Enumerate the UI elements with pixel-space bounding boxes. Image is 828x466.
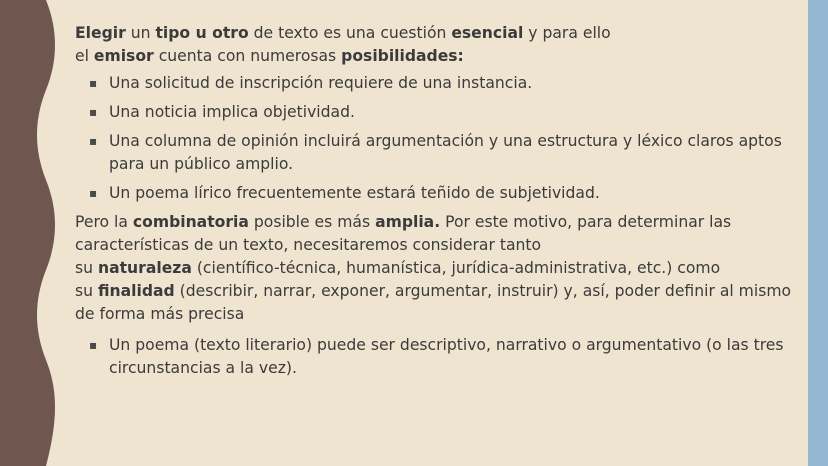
- bold-text: amplia.: [375, 213, 441, 231]
- para2-line-2: [75, 257, 805, 280]
- bullet-list-examples: [75, 72, 805, 205]
- list-item: ▪ Un poema (texto literario) puede ser descriptivo, narrativo o argumentativo (o las tres circunstancias a la vez).: [89, 336, 784, 377]
- left-wavy-band: [0, 0, 60, 466]
- list-item: ▪ Un poema lírico frecuentemente estará teñido de subjetividad.: [75, 182, 805, 205]
- text-run: (describir, narrar, exponer, argumentar, instruir) y, así, poder definir al mismo de forma más precisa: [75, 282, 792, 323]
- bullet-marker: ▪: [89, 338, 98, 352]
- bold-text: posibilidades:: [341, 47, 464, 65]
- bold-text: Elegir: [75, 24, 126, 42]
- bold-text: finalidad: [97, 282, 175, 300]
- bold-text: esencial: [451, 24, 524, 42]
- text-run: cuenta con numerosas: [153, 47, 342, 65]
- text-run: Por este motivo, para determinar las características de un texto, necesitaremos considerar tanto: [75, 213, 732, 254]
- bullet-marker: ▪: [89, 134, 98, 148]
- list-item: ▪ Una noticia implica objetividad.: [75, 101, 805, 124]
- intro-line-1: [75, 22, 805, 45]
- text-run: posible es más: [248, 213, 376, 231]
- bold-text: combinatoria: [132, 213, 249, 231]
- text-run: un: [125, 24, 156, 42]
- text-run: su: [75, 282, 98, 300]
- bold-text: naturaleza: [97, 259, 192, 277]
- bullet-marker: ▪: [89, 186, 98, 200]
- list-item: ▪ Una columna de opinión incluirá argumentación y una estructura y léxico claros aptos para un público amplio.: [89, 132, 782, 173]
- bullet-list-poem: [75, 334, 805, 380]
- para2-line-3: [75, 280, 805, 326]
- text-run: Pero la: [75, 213, 133, 231]
- list-item: ▪ Una solicitud de inscripción requiere de una instancia.: [75, 72, 805, 95]
- bullet-marker: ▪: [89, 105, 98, 119]
- bold-text: tipo u otro: [155, 24, 249, 42]
- right-blue-band: [808, 0, 828, 466]
- text-run: y para ello: [523, 24, 611, 42]
- text-run: el: [75, 47, 94, 65]
- bold-text: emisor: [93, 47, 154, 65]
- text-run: de texto es una cuestión: [248, 24, 452, 42]
- slide-content: [75, 22, 805, 386]
- bullet-marker: ▪: [89, 76, 98, 90]
- text-run: su: [75, 259, 98, 277]
- intro-line-2: [75, 45, 805, 68]
- text-run: (científico-técnica, humanística, jurídica-administrativa, etc.) como: [191, 259, 721, 277]
- para2-line-1: [75, 211, 805, 257]
